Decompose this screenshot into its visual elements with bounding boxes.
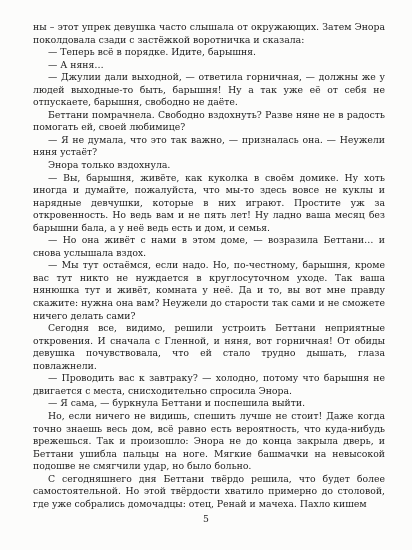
paragraph: Беттани помрачнела. Свободно вздохнуть? Разве няне не в радость помогать ей, своей любимице? <box>33 109 385 134</box>
paragraph: — Теперь всё в порядке. Идите, барышня. <box>48 47 256 59</box>
paragraph: — Мы тут остаёмся, если надо. Но, по-честному, барышня, кроме вас тут никто не нуждается в круглосуточном уходе. Так ваша нянюшка тут и живёт, комната у неё. Да и то, вы вот мне правду скажите: нужна она вам? Неужели до старости так сами и не сможете ничего делать сами? <box>33 260 385 322</box>
paragraph: С сегодняшнего дня Беттани твёрдо решила, что будет более самостоятельной. Но этой твёрдости хватило примерно до столовой, где уже собрались домочадцы: отец, Ренай и мачеха. Пахло кишем <box>33 473 385 510</box>
paragraph: — Проводить вас к завтраку? — холодно, потому что барышня не двигается с места, снисходительно спросила Энора. <box>33 373 385 397</box>
paragraph: — Джулии дали выходной, — ответила горничная, — должны же у людей выходные-то быть, барышня! Ну а так уже её от себя не отпускаете, барышня, свободно не даёте. <box>33 72 385 109</box>
paragraph: — Но она живёт с нами в этом доме, — возразила Беттани… и снова услышала вздох. <box>33 235 385 259</box>
page-number: 5 <box>203 514 209 525</box>
paragraph: — Я не думала, что это так важно, — призналась она. — Неужели няня устаёт? <box>33 134 385 159</box>
paragraph: — Вы, барышня, живёте, как куколка в своём домике. Ну хоть иногда и думайте, пожалуйста, что мы-то здесь вовсе не куклы и нарядные девчушки, которые в них играют. Простите уж за откровенность. Но ведь вам и не пять лет! Ну ладно ваша месяц без барышни бала, а у неё ведь есть и дом, и семья. <box>33 172 385 234</box>
body-text <box>33 22 385 511</box>
paragraph: — Я сама, — буркнула Беттани и поспешила выйти. <box>48 398 306 410</box>
paragraph: Сегодня все, видимо, решили устроить Беттани неприятные откровения. И сначала с Гленной, и няня, вот горничная! От обиды девушка почувствовала, что ей стало трудно дышать, глаза повлажнели. <box>33 323 385 372</box>
paragraph: Энора только вздохнула. <box>48 160 171 172</box>
paragraph: ны – этот упрек девушка часто слышала от окружающих. Затем Энора поколдовала сзади с застёжкой воротничка и сказала: <box>33 22 385 46</box>
paragraph: — А няня… <box>48 59 104 71</box>
paragraph: Но, если ничего не видишь, спешить лучше не стоит! Даже когда точно знаешь весь дом, всё равно есть вероятность, что куда-нибудь врежешься. Так и произошло: Энора не до конца закрыла дверь, и Беттани ушибла пальцы на ноге. Мягкие башмачки на невысокой подошве не смягчили удар, но было больно. <box>33 410 385 473</box>
